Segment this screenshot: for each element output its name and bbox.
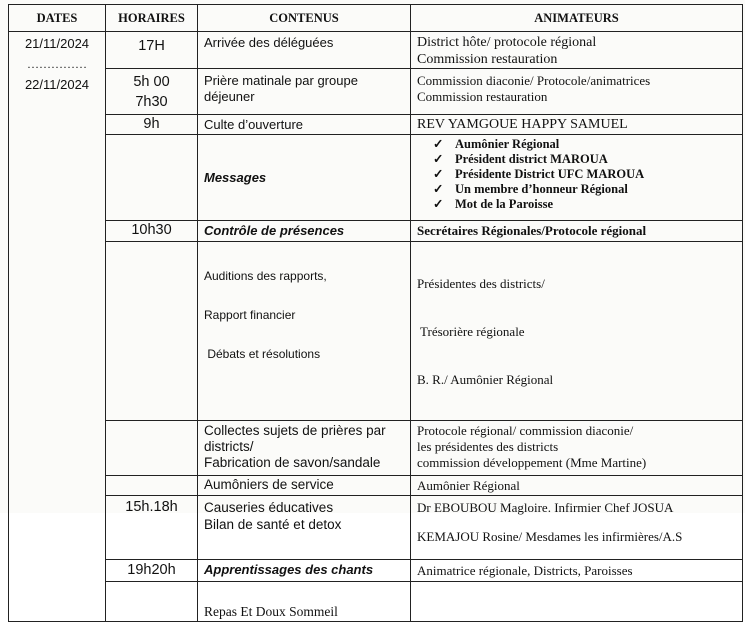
anim-cell [411, 32, 743, 69]
anim-line: B. R./ Aumônier Régional [417, 372, 554, 387]
time-cell: 10h30 [106, 221, 198, 242]
table-row [9, 69, 743, 115]
content-line: Fabrication de savon/sandale [204, 455, 381, 470]
header-horaires: HORAIRES [106, 5, 198, 32]
anim-line: District hôte/ protocole régional [417, 35, 597, 50]
content-cell [198, 421, 411, 476]
table-row [9, 242, 743, 421]
anim-line: Présidentes des districts/ [417, 276, 545, 291]
time-line: 5h 00 [133, 74, 170, 90]
time-cell [106, 582, 198, 622]
checkmark-icon: ✓ [433, 182, 444, 196]
content-cell: Apprentissages des chants [198, 560, 411, 582]
date-cell-empty [9, 135, 106, 221]
time-line: 7h30 [135, 94, 168, 110]
header-row [9, 5, 743, 32]
anim-line: Commission restauration [417, 89, 548, 104]
content-cell: Messages [198, 135, 411, 221]
time-cell [106, 69, 198, 115]
anim-line: Dr EBOUBOU Magloire. Infirmier Chef JOSUA [417, 500, 674, 515]
header-contenus: CONTENUS [198, 5, 411, 32]
time-cell [106, 421, 198, 476]
checklist-text: Un membre d’honneur Régional [455, 182, 628, 196]
table-row [9, 421, 743, 476]
date-day2: 22/11/2024 [24, 77, 90, 92]
anim-line: Protocole régional/ commission diaconie/ [417, 423, 634, 438]
anim-cell: Aumônier Régional [411, 476, 743, 496]
table-row [9, 560, 743, 582]
schedule-table [8, 4, 743, 622]
table-row [9, 135, 743, 221]
date-cell-empty [9, 242, 106, 421]
anim-line: Commission diaconie/ Protocole/animatrices [417, 73, 651, 88]
content-cell [198, 496, 411, 560]
anim-cell [411, 496, 743, 560]
time-cell: 19h20h [106, 560, 198, 582]
content-line: Débats et résolutions [204, 347, 321, 361]
time-cell [106, 242, 198, 421]
date-cell-empty [9, 221, 106, 242]
anim-cell [411, 69, 743, 115]
date-cell-empty [9, 560, 106, 582]
checklist-item [433, 182, 742, 197]
checklist-item [433, 167, 742, 182]
time-cell: 9h [106, 115, 198, 135]
anim-checklist [411, 137, 742, 212]
anim-cell: Animatrice régionale, Districts, Paroisses [411, 560, 743, 582]
content-cell: Contrôle de présences [198, 221, 411, 242]
header-dates: DATES [9, 5, 106, 32]
anim-cell: Secrétaires Régionales/Protocole régional [411, 221, 743, 242]
date-day1: 21/11/2024 [24, 36, 90, 51]
table-row [9, 496, 743, 560]
time-cell [106, 135, 198, 221]
date-cell-day1 [9, 32, 106, 115]
anim-cell [411, 135, 743, 221]
date-cell-empty [9, 115, 106, 135]
content-line: Causeries éducatives [204, 500, 334, 515]
content-cell: Arrivée des déléguées [198, 32, 411, 69]
anim-line: KEMAJOU Rosine/ Mesdames les infirmières/A.S [417, 529, 683, 544]
header-animateurs: ANIMATEURS [411, 5, 743, 32]
date-cell-empty [9, 582, 106, 622]
table-row [9, 221, 743, 242]
checklist-item [433, 197, 742, 212]
anim-cell [411, 421, 743, 476]
content-cell [198, 242, 411, 421]
content-cell [198, 69, 411, 115]
date-cell-empty [9, 476, 106, 496]
table-row [9, 476, 743, 496]
content-line: Auditions des rapports, [204, 269, 327, 283]
time-cell: 17H [106, 32, 198, 69]
table-row [9, 582, 743, 622]
content-line: Bilan de santé et detox [204, 517, 342, 532]
anim-line: Trésorière régionale [417, 324, 525, 339]
table-row [9, 32, 743, 69]
date-cell-empty [9, 496, 106, 560]
time-cell [106, 476, 198, 496]
checklist-text: Mot de la Paroisse [455, 197, 554, 211]
checklist-item [433, 137, 742, 152]
checklist-item [433, 152, 742, 167]
content-cell: Culte d’ouverture [198, 115, 411, 135]
checkmark-icon: ✓ [433, 152, 444, 166]
checklist-text: Président district MAROUA [455, 152, 608, 166]
checkmark-icon: ✓ [433, 137, 444, 151]
content-cell: Aumôniers de service [198, 476, 411, 496]
anim-cell: REV YAMGOUE HAPPY SAMUEL [411, 115, 743, 135]
anim-line: commission développement (Mme Martine) [417, 455, 647, 470]
time-cell: 15h.18h [106, 496, 198, 560]
checkmark-icon: ✓ [433, 197, 444, 211]
content-line: Collectes sujets de prières par [204, 423, 386, 438]
content-line: Prière matinale par groupe [204, 73, 358, 88]
content-line: déjeuner [204, 89, 255, 104]
checkmark-icon: ✓ [433, 167, 444, 181]
content-line: districts/ [204, 439, 254, 454]
checklist-text: Aumônier Régional [455, 137, 560, 151]
checklist-text: Présidente District UFC MAROUA [455, 167, 645, 181]
anim-cell [411, 582, 743, 622]
content-line: Rapport financier [204, 308, 296, 322]
anim-line: Commission restauration [417, 52, 558, 67]
content-cell: Repas Et Doux Sommeil [198, 582, 411, 622]
date-dots: …………… [27, 57, 87, 71]
anim-cell [411, 242, 743, 421]
date-cell-empty [9, 421, 106, 476]
anim-line: les présidentes des districts [417, 439, 559, 454]
table-row [9, 115, 743, 135]
